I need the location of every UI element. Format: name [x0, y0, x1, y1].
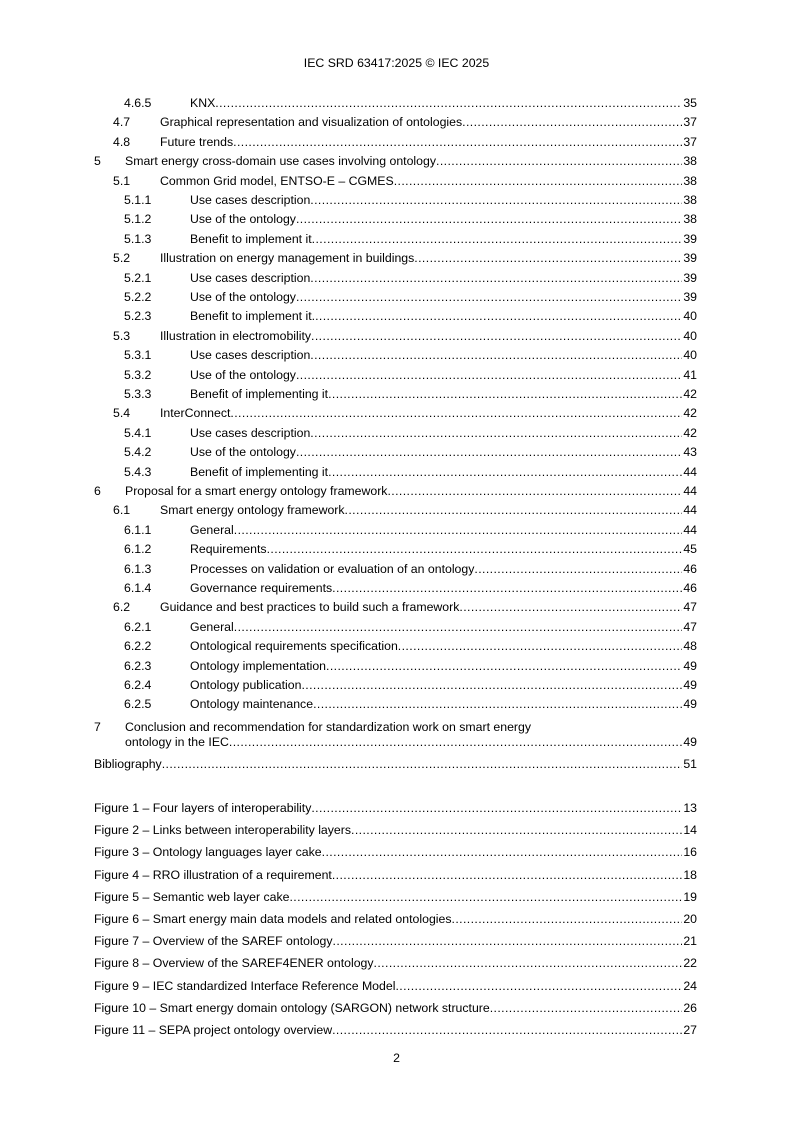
toc-entry-page: 38 [683, 193, 697, 207]
toc-entry-title-leader [94, 800, 697, 816]
dot-leader [310, 347, 682, 363]
toc-entry-number: 5.1.3 [124, 232, 152, 246]
page-header: IEC SRD 63417:2025 © IEC 2025 [303, 56, 490, 70]
toc-entry-title: Use of the ontology [190, 368, 296, 382]
toc-entry-number: 6.2.2 [124, 639, 152, 653]
toc-entry-title: Illustration in electromobility [160, 329, 312, 343]
toc-entry-title-leader [160, 328, 697, 344]
toc-entry-page: 49 [683, 697, 697, 711]
toc-entry-page: 39 [683, 232, 697, 246]
toc-entry [0, 658, 793, 674]
toc-entry-number: 6.1.1 [124, 523, 152, 537]
dot-leader [414, 250, 682, 266]
toc-entry-page: 38 [683, 154, 697, 168]
dot-leader [474, 561, 682, 577]
dot-leader [462, 114, 682, 130]
toc-entry-page: 40 [683, 309, 697, 323]
dot-leader [398, 638, 683, 654]
dot-leader [332, 867, 682, 883]
toc-entry [0, 844, 793, 860]
toc-entry-title-leader [190, 580, 697, 596]
toc-entry [0, 367, 793, 383]
toc-entry [0, 696, 793, 712]
toc-entry-title: Proposal for a smart energy ontology framework [125, 484, 388, 498]
dot-leader [394, 173, 683, 189]
toc-entry-page: 27 [683, 1023, 697, 1037]
toc-entry [0, 677, 793, 693]
dot-leader [452, 911, 683, 927]
toc-entry-title: Figure 5 – Semantic web layer cake [94, 890, 290, 904]
toc-entry [0, 978, 793, 994]
toc-entry-number: 5.4.2 [124, 445, 152, 459]
dot-leader [215, 95, 682, 111]
toc-entry [0, 955, 793, 971]
dot-leader [312, 231, 683, 247]
toc-entry-page: 49 [683, 678, 697, 692]
toc-entry [0, 719, 793, 735]
toc-entry [0, 134, 793, 150]
toc-entry-number: 5.4.1 [124, 426, 152, 440]
dot-leader [296, 444, 682, 460]
toc-entry-title-leader [94, 911, 697, 927]
toc-entry [0, 308, 793, 324]
toc-entry [0, 347, 793, 363]
dot-leader [310, 270, 682, 286]
toc-entry-number: 4.8 [113, 135, 131, 149]
toc-entry [0, 483, 793, 499]
toc-entry-page: 18 [683, 868, 697, 882]
dot-leader [313, 696, 682, 712]
toc-entry [0, 756, 793, 772]
toc-entry [0, 1022, 793, 1038]
toc-entry-page: 39 [683, 271, 697, 285]
toc-entry-number: 5.1.2 [124, 212, 152, 226]
toc-entry-title-leader [190, 541, 697, 557]
toc-entry-page: 47 [683, 620, 697, 634]
toc-entry-page: 16 [683, 845, 697, 859]
dot-leader [229, 734, 682, 750]
toc-entry-title-leader [190, 95, 697, 111]
toc-entry [0, 173, 793, 189]
toc-entry-page: 41 [683, 368, 697, 382]
dot-leader [267, 541, 683, 557]
dot-leader [301, 677, 682, 693]
dot-leader [296, 211, 682, 227]
toc-entry-title-leader [190, 425, 697, 441]
toc-entry-number: 4.6.5 [124, 96, 152, 110]
toc-entry-page: 14 [683, 823, 697, 837]
toc-entry-title: Requirements [190, 542, 267, 556]
toc-entry-page: 42 [683, 387, 697, 401]
toc-entry-title: Figure 10 – Smart energy domain ontology (SARGON) network structure [94, 1001, 490, 1015]
toc-entry-title: Figure 6 – Smart energy main data models and related ontologies [94, 912, 452, 926]
toc-entry-title: Ontology publication [190, 678, 302, 692]
toc-entry-number: 6.1 [113, 503, 131, 517]
toc-entry-title: General [190, 620, 234, 634]
toc-entry-title-leader [94, 844, 697, 860]
toc-entry [0, 405, 793, 421]
toc-entry-title: Figure 2 – Links between interoperability layers [94, 823, 352, 837]
toc-entry-page: 39 [683, 251, 697, 265]
toc-entry-title-leader [160, 502, 697, 518]
toc-entry-page: 48 [683, 639, 697, 653]
toc-entry-title-leader [160, 250, 697, 266]
toc-entry-page: 24 [683, 979, 697, 993]
toc-entry [0, 734, 793, 750]
toc-entry-title: Ontology implementation [190, 659, 327, 673]
toc-entry-number: 6.2.1 [124, 620, 152, 634]
dot-leader [332, 1022, 682, 1038]
toc-entry-page: 43 [683, 445, 697, 459]
toc-entry-page: 26 [683, 1001, 697, 1015]
dot-leader [310, 192, 682, 208]
toc-entry-title: Figure 1 – Four layers of interoperability [94, 801, 312, 815]
toc-entry-title-leader [125, 153, 697, 169]
toc-entry-title: Use of the ontology [190, 212, 296, 226]
toc-entry-page: 20 [683, 912, 697, 926]
toc-entry [0, 250, 793, 266]
toc-entry [0, 800, 793, 816]
toc-entry-title-leader [190, 444, 697, 460]
toc-entry [0, 153, 793, 169]
toc-entry-title-leader [160, 599, 697, 615]
toc-entry-page: 37 [683, 135, 697, 149]
page-number: 2 [393, 1051, 400, 1065]
toc-entry-page: 13 [683, 801, 697, 815]
toc-entry-number: 5.3.1 [124, 348, 152, 362]
toc-entry [0, 541, 793, 557]
toc-entry [0, 889, 793, 905]
toc-entry-title: Future trends [160, 135, 234, 149]
toc-entry-page: 37 [683, 115, 697, 129]
dot-leader [233, 134, 682, 150]
toc-entry-title-leader [125, 734, 697, 750]
toc-entry-title-leader [94, 1022, 697, 1038]
toc-entry-number: 6.1.2 [124, 542, 152, 556]
toc-entry-title-leader [190, 561, 697, 577]
toc-entry [0, 192, 793, 208]
toc-entry-page: 44 [683, 503, 697, 517]
toc-entry [0, 270, 793, 286]
dot-leader [326, 658, 682, 674]
toc-entry [0, 933, 793, 949]
dot-leader [322, 844, 683, 860]
toc-entry-page: 40 [683, 348, 697, 362]
toc-entry-page: 40 [683, 329, 697, 343]
toc-entry-title-leader [190, 367, 697, 383]
toc-entry-page: 49 [683, 659, 697, 673]
toc-entry-page: 42 [683, 406, 697, 420]
toc-entry-title-leader [94, 933, 697, 949]
toc-entry-page: 35 [683, 96, 697, 110]
toc-entry-title: Common Grid model, ENTSO-E – CGMES [160, 174, 394, 188]
toc-entry-number: 5.3 [113, 329, 131, 343]
toc-entry-title: Use cases description [190, 348, 311, 362]
toc-entry-number: 5.4 [113, 406, 131, 420]
dot-leader [332, 580, 682, 596]
toc-entry-title-leader [190, 192, 697, 208]
toc-entry-title: Benefit to implement it [190, 232, 312, 246]
toc-entry-number: 7 [94, 720, 101, 734]
toc-entry-title: Ontological requirements specification [190, 639, 398, 653]
toc-entry-title: Ontology maintenance [190, 697, 314, 711]
dot-leader [311, 328, 682, 344]
toc-entry-number: 5.1.1 [124, 193, 152, 207]
toc-entry [0, 95, 793, 111]
toc-entry [0, 328, 793, 344]
toc-entry-title-leader [190, 658, 697, 674]
toc-entry-title-leader [125, 483, 697, 499]
toc-entry-title-leader [94, 1000, 697, 1016]
toc-entry-title-leader [190, 522, 697, 538]
toc-entry-title-leader [190, 231, 697, 247]
dot-leader [490, 1000, 683, 1016]
toc-entry-page: 38 [683, 174, 697, 188]
toc-entry [0, 425, 793, 441]
toc-entry-number: 4.7 [113, 115, 131, 129]
toc-entry-title-leader [94, 867, 697, 883]
dot-leader [459, 599, 682, 615]
toc-entry-number: 5.1 [113, 174, 131, 188]
dot-leader [333, 933, 683, 949]
toc-entry-page: 45 [683, 542, 697, 556]
toc-entry-number: 5.3.2 [124, 368, 152, 382]
toc-entry-page: 42 [683, 426, 697, 440]
toc-entry-title-leader [190, 696, 697, 712]
toc-entry-title: Governance requirements [190, 581, 333, 595]
toc-entry-page: 49 [683, 735, 697, 749]
toc-entry-title: Use cases description [190, 426, 311, 440]
toc-entry-page: 22 [683, 956, 697, 970]
toc-entry-title-leader [190, 289, 697, 305]
toc-entry-title-leader [94, 822, 697, 838]
toc-entry-number: 6 [94, 484, 101, 498]
dot-leader [162, 756, 683, 772]
toc-entry-title-leader [190, 211, 697, 227]
toc-entry-title: KNX [190, 96, 216, 110]
toc-entry-title-leader [94, 756, 697, 772]
toc-entry-page: 44 [683, 484, 697, 498]
toc-entry [0, 289, 793, 305]
toc-entry-page: 19 [683, 890, 697, 904]
toc-entry [0, 464, 793, 480]
toc-entry-number: 5 [94, 154, 101, 168]
toc-entry-page: 47 [683, 600, 697, 614]
dot-leader [395, 978, 682, 994]
toc-entry-title-leader [190, 270, 697, 286]
toc-entry-title-leader [190, 347, 697, 363]
toc-entry-title: Use of the ontology [190, 445, 296, 459]
dot-leader [230, 405, 682, 421]
toc-entry-title-leader [190, 638, 697, 654]
toc-entry [0, 522, 793, 538]
toc-entry-title: Bibliography [94, 757, 162, 771]
toc-entry [0, 386, 793, 402]
dot-leader [436, 153, 682, 169]
toc-entry-title-leader [160, 173, 697, 189]
toc-entry-title: Graphical representation and visualization of ontologies [160, 115, 463, 129]
toc-entry-number: 5.3.3 [124, 387, 152, 401]
toc-entry [0, 444, 793, 460]
toc-entry-number: 6.1.4 [124, 581, 152, 595]
toc-entry-page: 38 [683, 212, 697, 226]
toc-entry-title: Figure 8 – Overview of the SAREF4ENER ontology [94, 956, 374, 970]
toc-entry-number: 5.2.1 [124, 271, 152, 285]
toc-entry [0, 867, 793, 883]
toc-entry-page: 44 [683, 523, 697, 537]
toc-entry-number: 6.2.4 [124, 678, 152, 692]
toc-entry [0, 231, 793, 247]
toc-entry-title-leader [94, 955, 697, 971]
dot-leader [296, 289, 682, 305]
toc-entry-title: Processes on validation or evaluation of an ontology [190, 562, 475, 576]
toc-entry-title: Benefit of implementing it [190, 465, 329, 479]
toc-entry [0, 502, 793, 518]
toc-entry-title: Figure 7 – Overview of the SAREF ontology [94, 934, 333, 948]
toc-entry [0, 599, 793, 615]
toc-entry-title: Figure 4 – RRO illustration of a requirement [94, 868, 332, 882]
toc-entry [0, 561, 793, 577]
toc-entry-title: General [190, 523, 234, 537]
toc-entry-title: Smart energy cross-domain use cases involving ontology [125, 154, 436, 168]
toc-entry-title: Figure 9 – IEC standardized Interface Reference Model [94, 979, 396, 993]
toc-entry-title: Figure 11 – SEPA project ontology overview [94, 1023, 333, 1037]
toc-entry-number: 6.2.5 [124, 697, 152, 711]
toc-entry-title-leader [160, 114, 697, 130]
toc-entry-page: 46 [683, 562, 697, 576]
toc-entry-title: Guidance and best practices to build such a framework [160, 600, 460, 614]
dot-leader [345, 502, 683, 518]
toc-entry-title-leader [160, 134, 697, 150]
toc-entry-number: 5.2.2 [124, 290, 152, 304]
toc-entry-number: 6.2 [113, 600, 131, 614]
toc-entry [0, 1000, 793, 1016]
dot-leader [374, 955, 683, 971]
toc-entry [0, 911, 793, 927]
dot-leader [234, 522, 683, 538]
toc-entry-title: Use cases description [190, 271, 311, 285]
dot-leader [310, 425, 682, 441]
dot-leader [234, 619, 683, 635]
toc-entry-title: Illustration on energy management in buildings [160, 251, 415, 265]
dot-leader [315, 308, 682, 324]
toc-entry-page: 39 [683, 290, 697, 304]
toc-entry-title: Use cases description [190, 193, 311, 207]
toc-entry-title-leader [190, 619, 697, 635]
toc-entry-title: ontology in the IEC [125, 735, 229, 749]
toc-entry-number: 5.2.3 [124, 309, 152, 323]
dot-leader [351, 822, 682, 838]
toc-entry-title-leader [160, 405, 697, 421]
toc-entry-page: 21 [683, 934, 697, 948]
toc-entry-title-leader [190, 386, 697, 402]
dot-leader [289, 889, 682, 905]
dot-leader [328, 386, 682, 402]
toc-entry-title: Use of the ontology [190, 290, 296, 304]
toc-entry-number: 6.2.3 [124, 659, 152, 673]
toc-entry-title: Smart energy ontology framework [160, 503, 345, 517]
toc-entry [0, 114, 793, 130]
toc-entry [0, 638, 793, 654]
toc-entry-page: 46 [683, 581, 697, 595]
toc-entry [0, 619, 793, 635]
toc-entry-number: 5.2 [113, 251, 131, 265]
toc-entry-title: InterConnect [160, 406, 231, 420]
dot-leader [311, 800, 682, 816]
dot-leader [328, 464, 682, 480]
toc-entry [0, 211, 793, 227]
toc-entry-title: Benefit to implement it. [190, 309, 316, 323]
toc-entry-title-leader [190, 464, 697, 480]
toc-entry-title: Benefit of implementing it [190, 387, 329, 401]
toc-entry-number: 5.4.3 [124, 465, 152, 479]
toc-entry-title-leader [190, 677, 697, 693]
toc-entry-page: 44 [683, 465, 697, 479]
dot-leader [387, 483, 682, 499]
toc-entry-title-leader [94, 889, 697, 905]
toc-entry-page: 51 [683, 757, 697, 771]
toc-entry-title-leader [94, 978, 697, 994]
toc-entry-title: Figure 3 – Ontology languages layer cake [94, 845, 322, 859]
toc-entry [0, 822, 793, 838]
dot-leader [296, 367, 682, 383]
toc-entry-number: 6.1.3 [124, 562, 152, 576]
toc-entry [0, 580, 793, 596]
toc-entry-title-line1: Conclusion and recommendation for standardization work on smart energy [125, 720, 532, 734]
toc-entry-title-leader [190, 308, 697, 324]
